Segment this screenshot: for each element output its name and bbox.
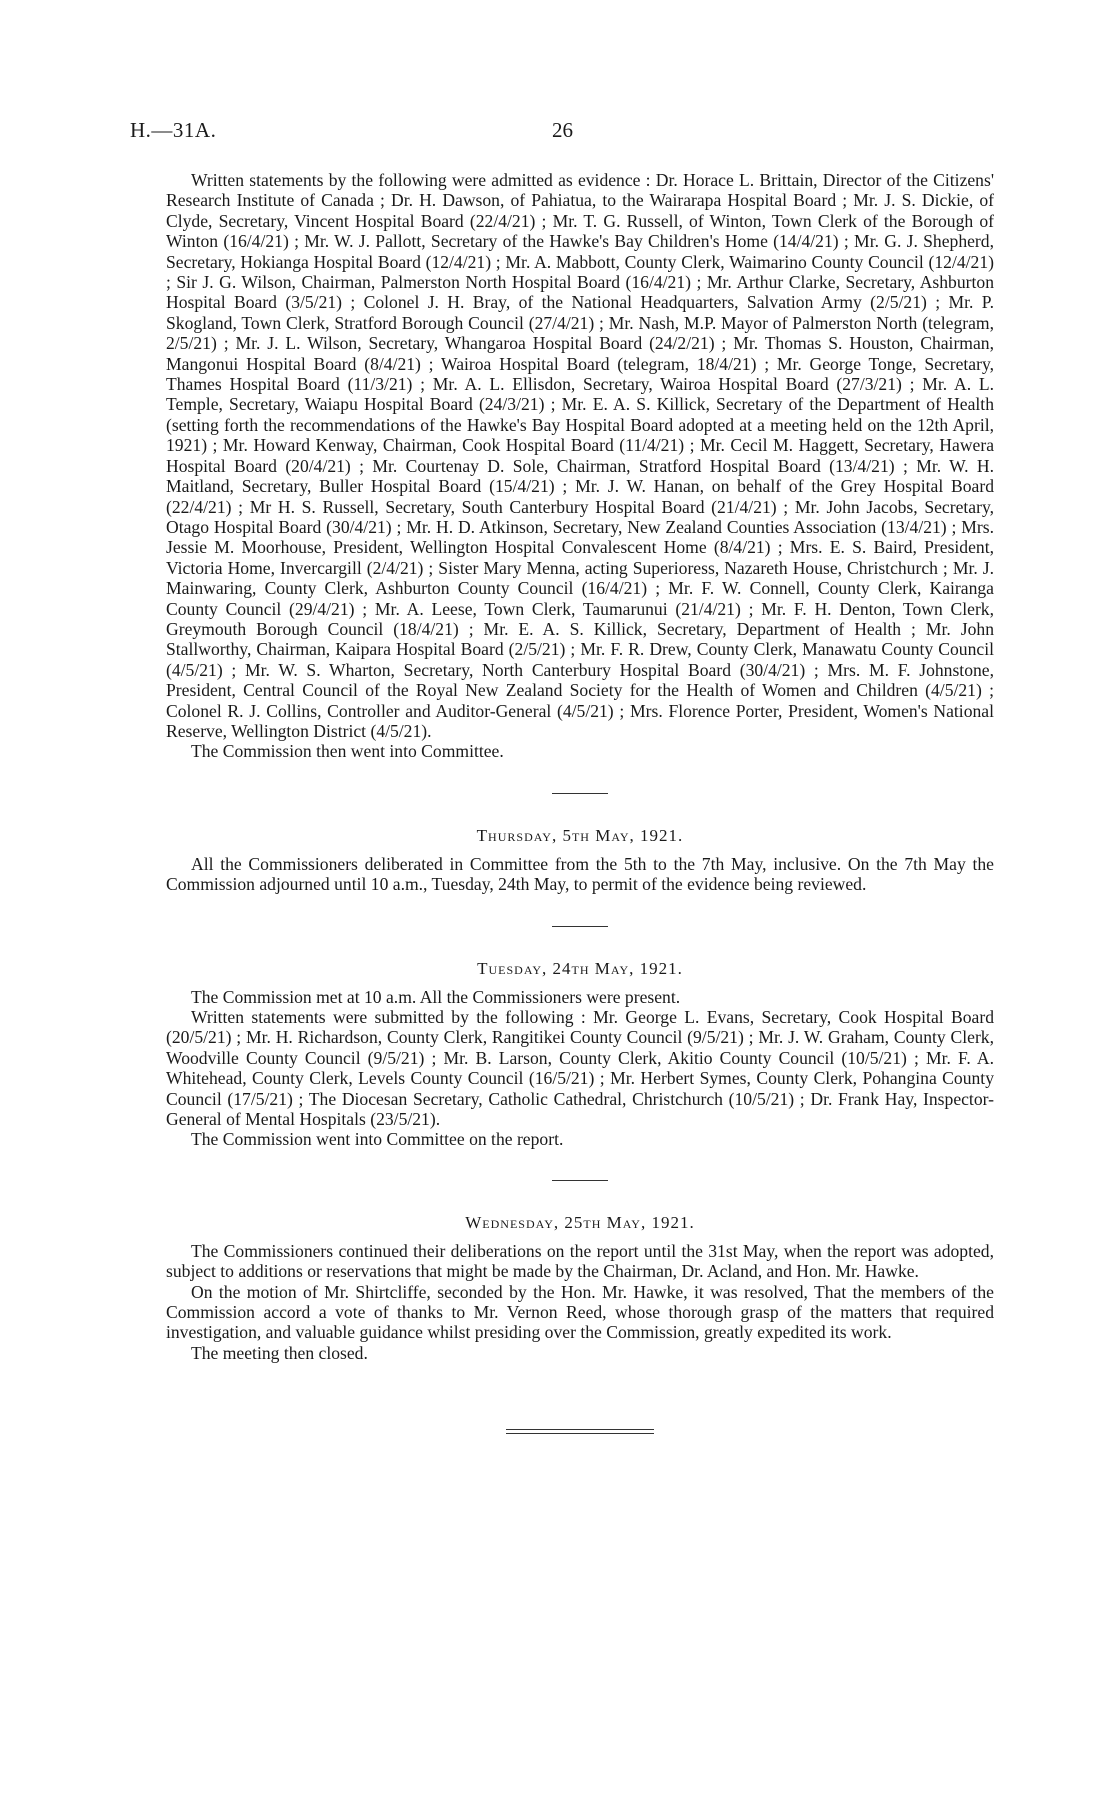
date-heading-wednesday: Wednesday, 25th May, 1921.: [465, 1212, 695, 1232]
committee-report-paragraph: The Commission went into Committee on the report.: [191, 1129, 564, 1150]
page-number: 26: [552, 118, 573, 142]
page-header: [130, 118, 990, 148]
report-adopted-paragraph: The Commissioners continued their deliberations on the report until the 31st May, when the report was adopted, subject to additions or reservations that might be made by the Chairman, Dr. Acland, and Hon. Mr. Hawke.: [166, 1240, 994, 1282]
written-statements-paragraph-2: Written statements were submitted by the following : Mr. George L. Evans, Secretary, Cook Hospital Board (20/5/21) ; Mr. H. Richardson, County Clerk, Rangitikei County Council (9/5/21) ; Mr. J. W. Graham, County Clerk, Woodville County Council (9/5/21) ; Mr. B. Larson, County Clerk, Akitio County Council (10/5/21) ; Mr. F. A. Whitehead, County Clerk, Levels County Council (16/5/21) ; Mr. Herbert Symes, County Clerk, Pohangina County Council (17/5/21) ; The Diocesan Secretary, Catholic Cathedral, Christchurch (10/5/21) ; Dr. Frank Hay, Inspector-General of Mental Hospitals (23/5/21).: [166, 1007, 994, 1130]
section-divider: [552, 793, 608, 794]
vote-of-thanks-paragraph: On the motion of Mr. Shirtcliffe, seconded by the Hon. Mr. Hawke, it was resolved, That the members of the Commission accord a vote of thanks to Mr. Vernon Reed, whose thorough grasp of the matters that required investigation, and valuable guidance whilst presiding over the Commission, greatly expedited its work.: [166, 1281, 994, 1343]
deliberation-paragraph: All the Commissioners deliberated in Committee from the 5th to the 7th May, inclusive. On the 7th May the Commission adjourned until 10 a.m., Tuesday, 24th May, to permit of the evidence being reviewed.: [166, 853, 994, 895]
date-heading-thursday: Thursday, 5th May, 1921.: [476, 825, 684, 845]
date-heading-tuesday: Tuesday, 24th May, 1921.: [477, 958, 683, 978]
section-divider: [552, 926, 608, 927]
document-reference: H.—31A.: [130, 118, 217, 142]
closing-paragraph: The meeting then closed.: [191, 1342, 368, 1363]
section-divider: [552, 1180, 608, 1181]
written-statements-paragraph: Written statements by the following were admitted as evidence : Dr. Horace L. Brittain, Director of the Citizens' Research Institute of Canada ; Dr. H. Dawson, of Pahiatua, to the Wairarapa Hospital Board ; Mr. J. S. Dickie, of Clyde, Secretary, Vincent Hospital Board (22/4/21) ; Mr. T. G. Russell, of Winton, Town Clerk of the Borough of Winton (16/4/21) ; Mr. W. J. Pallott, Secretary of the Hawke's Bay Children's Home (14/4/21) ; Mr. G. J. Shepherd, Secretary, Hokianga Hospital Board (12/4/21) ; Mr. A. Mabbott, County Clerk, Waimarino County Council (12/4/21) ; Sir J. G. Wilson, Chairman, Palmerston North Hospital Board (16/4/21) ; Mr. Arthur Clarke, Secretary, Ashburton Hospital Board (3/5/21) ; Colonel J. H. Bray, of the National Headquarters, Salvation Army (2/5/21) ; Mr. P. Skogland, Town Clerk, Stratford Borough Council (27/4/21) ; Mr. Nash, M.P. Mayor of Palmerston North (telegram, 2/5/21) ; Mr. J. L. Wilson, Secretary, Whangaroa Hospital Board (24/2/21) ; Mr. Thomas S. Houston, Chairman, Mangonui Hospital Board (8/4/21) ; Wairoa Hospital Board (telegram, 18/4/21) ; Mr. George Tonge, Secretary, Thames Hospital Board (11/3/21) ; Mr. A. L. Ellisdon, Secretary, Wairoa Hospital Board (27/3/21) ; Mr. A. L. Temple, Secretary, Waiapu Hospital Board (24/3/21) ; Mr. E. A. S. Killick, Secretary of the Department of Health (setting forth the recommendations of the Hawke's Bay Hospital Board adopted at a meeting held on the 12th April, 1921) ; Mr. Howard Kenway, Chairman, Cook Hospital Board (11/4/21) ; Mr. Cecil M. Haggett, Secretary, Hawera Hospital Board (20/4/21) ; Mr. Courtenay D. Sole, Chairman, Stratford Hospital Board (13/4/21) ; Mr. W. H. Maitland, Secretary, Buller Hospital Board (15/4/21) ; Mr. J. W. Hanan, on behalf of the Grey Hospital Board (22/4/21) ; Mr H. S. Russell, Secretary, South Canterbury Hospital Board (21/4/21) ; Mr. John Jacobs, Secretary, Otago Hospital Board (30/4/21) ; Mr. H. D. Atkinson, Secretary, New Zealand Counties Association (13/4/21) ; Mrs. Jessie M. Moorhouse, President, Wellington Hospital Convalescent Home (8/4/21) ; Mrs. E. S. Baird, President, Victoria Home, Invercargill (2/4/21) ; Sister Mary Menna, acting Superioress, Nazareth House, Christchurch ; Mr. J. Mainwaring, County Clerk, Ashburton County Council (16/4/21) ; Mr. F. W. Connell, County Clerk, Kairanga County Council (29/4/21) ; Mr. A. Leese, Town Clerk, Taumarunui (21/4/21) ; Mr. F. H. Denton, Town Clerk, Greymouth Borough Council (18/4/21) ; Mr. E. A. S. Killick, Secretary, Department of Health ; Mr. John Stallworthy, Chairman, Kaipara Hospital Board (2/5/21) ; Mr. F. R. Drew, County Clerk, Manawatu County Council (4/5/21) ; Mr. W. S. Wharton, Secretary, North Canterbury Hospital Board (30/4/21) ; Mrs. M. F. Johnstone, President, Central Council of the Royal New Zealand Society for the Health of Women and Children (4/5/21) ; Colonel R. J. Collins, Controller and Auditor-General (4/5/21) ; Mrs. Florence Porter, President, Women's National Reserve, Wellington District (4/5/21).: [166, 170, 994, 741]
committee-paragraph: The Commission then went into Committee.: [191, 741, 504, 762]
document-body: [166, 170, 994, 1434]
end-double-rule: [506, 1429, 654, 1434]
meeting-paragraph: The Commission met at 10 a.m. All the Commissioners were present.: [191, 986, 681, 1007]
